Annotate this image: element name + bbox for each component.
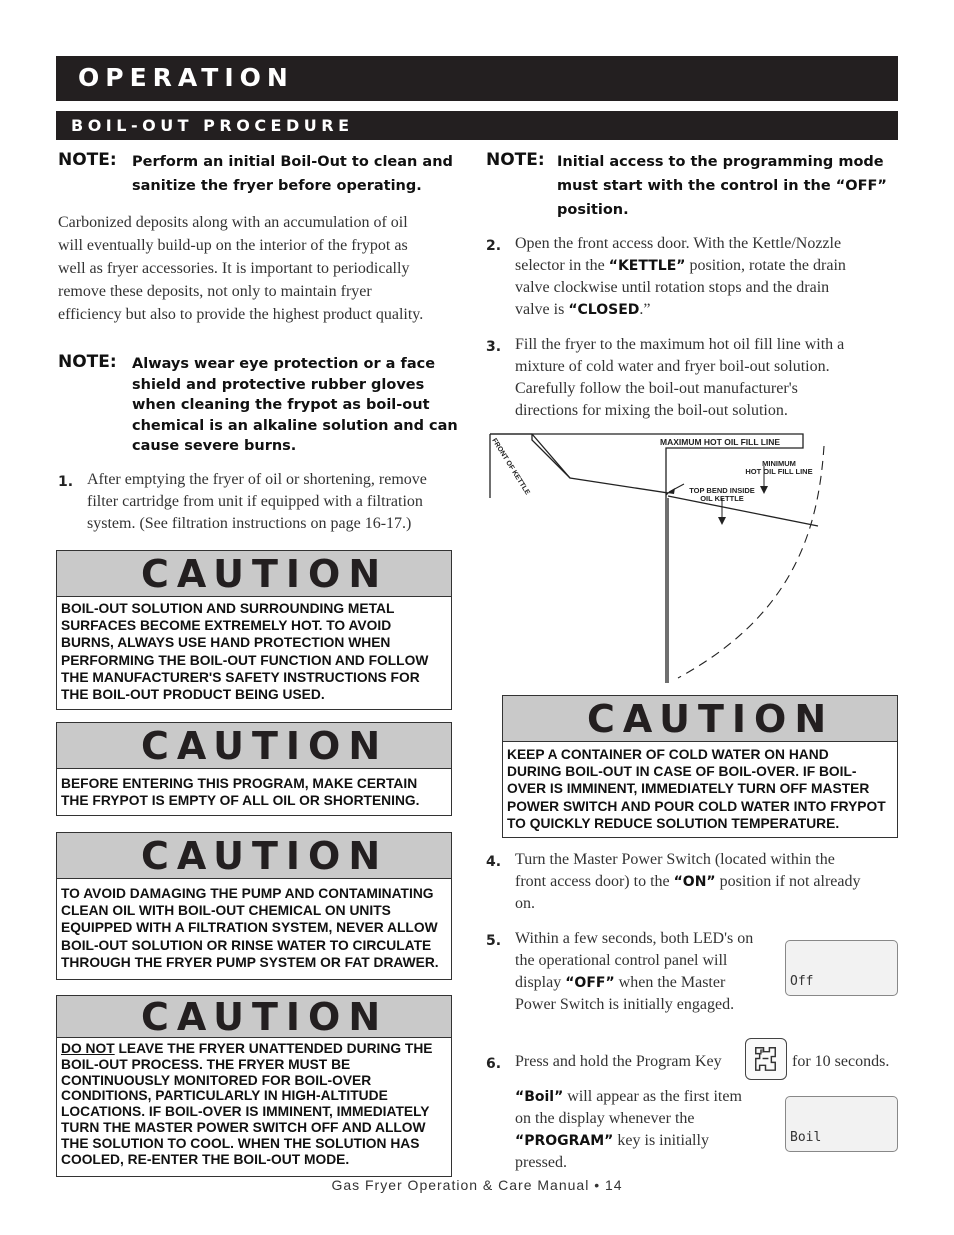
label-front-of-kettle: FRONT OF KETTLE bbox=[490, 437, 531, 497]
note-label: NOTE: bbox=[486, 150, 545, 170]
step-number: 4. bbox=[486, 854, 502, 870]
display-boil-text: Boil bbox=[790, 1130, 822, 1145]
step-number: 6. bbox=[486, 1056, 502, 1072]
note-programming-access bbox=[486, 150, 896, 222]
note-label: NOTE: bbox=[58, 352, 117, 372]
subsection-title: BOIL-OUT PROCEDURE bbox=[71, 116, 354, 135]
caution-text: DO NOT LEAVE THE FRYER UNATTENDED DURING THE BOIL-OUT PROCESS. THE FRYER MUST BE CONTINUOUSLY MONITORED FOR BOIL-OVER CONDITIONS, PARTICULARLY IN HIGH-ALTITUDE LOCATIONS. IF BOIL-OVER IS IMMINENT, IMMEDIATELY TURN THE MASTER POWER SWITCH OFF AND ALLOW THE SOLUTION TO COOL. WHEN THE SOLUTION HAS COOLED, RE-ENTER THE BOIL-OUT MODE. bbox=[61, 1041, 433, 1167]
intro-paragraph: Carbonized deposits along with an accumulation of oil will eventually build-up on the interior of the frypot as well as fryer accessories. It is important to periodically remove these deposits, not only to maintain fryer efficiency but also to provide the highest product quality. bbox=[58, 214, 424, 323]
step-6-continued: “Boil” will appear as the first item on the display whenever the “PROGRAM” key is initially pressed. bbox=[515, 1088, 742, 1171]
display-off bbox=[785, 940, 898, 996]
step-number: 3. bbox=[486, 339, 502, 355]
program-key-icon bbox=[745, 1038, 787, 1080]
caution-box-pump-damage bbox=[56, 832, 452, 980]
display-off-text: Off bbox=[790, 974, 814, 989]
note-label: NOTE: bbox=[58, 150, 117, 170]
svg-text:P: P bbox=[759, 1048, 765, 1057]
caution-box-boil-over bbox=[502, 695, 898, 838]
step-text: After emptying the fryer of oil or shortening, remove filter cartridge from unit if equipped with a filtration system. (See filtration instructions on page 16-17.) bbox=[87, 471, 427, 532]
arrow-head-top-bend bbox=[667, 488, 675, 494]
note-eye-protection bbox=[58, 352, 468, 462]
step-text: Turn the Master Power Switch (located within the front access door) to the “ON” position if not already on. bbox=[515, 851, 861, 912]
arrow-head-min bbox=[760, 486, 768, 494]
kettle-inner-outline bbox=[490, 434, 668, 495]
do-not-emphasis: DO NOT bbox=[61, 1041, 115, 1056]
section-title: OPERATION bbox=[78, 63, 294, 92]
step-text: Within a few seconds, both LED's on the operational control panel will display “OFF” when the Master Power Switch is initially engaged. bbox=[515, 930, 754, 1013]
caution-box-empty-frypot bbox=[56, 722, 452, 816]
label-min-fill-line-2: HOT OIL FILL LINE bbox=[745, 467, 813, 476]
display-boil bbox=[785, 1096, 898, 1152]
label-top-bend-2: OIL KETTLE bbox=[700, 494, 744, 503]
kettle-fill-line-diagram bbox=[488, 428, 833, 683]
caution-text: TO AVOID DAMAGING THE PUMP AND CONTAMINATING CLEAN OIL WITH BOIL-OUT CHEMICAL ON UNITS EQUIPPED WITH A FILTRATION SYSTEM, NEVER ALLOW BOIL-OUT SOLUTION OR RINSE WATER TO CIRCULATE THROUGH THE FRYER PUMP SYSTEM OR FAT DRAWER. bbox=[61, 886, 439, 970]
step-text-duration: for 10 seconds. bbox=[792, 1053, 890, 1070]
section-banner bbox=[56, 56, 898, 101]
caution-header: CAUTION bbox=[57, 723, 451, 769]
note-text: Initial access to the programming mode must start with the control in the “OFF” position. bbox=[557, 154, 887, 218]
note-text: Always wear eye protection or a face shield and protective rubber gloves when cleaning the frypot as boil-out chemical is an alkaline solution and can cause severe burns. bbox=[132, 356, 458, 454]
program-key-icon-glyph bbox=[746, 1039, 785, 1078]
step-text: Open the front access door. With the Kettle/Nozzle selector in the “KETTLE” position, rotate the drain valve clockwise until rotation stops and the drain valve is “CLOSED.” bbox=[515, 235, 846, 318]
step-text: Fill the fryer to the maximum hot oil fill line with a mixture of cold water and fryer boil-out solution. Carefully follow the boil-out manufacturer's directions for mixing the boil-out solution. bbox=[515, 336, 845, 419]
caution-text: BOIL-OUT SOLUTION AND SURROUNDING METAL SURFACES BECOME EXTREMELY HOT. TO AVOID BURNS, ALWAYS USE HAND PROTECTION WHEN PERFORMING THE BOIL-OUT FUNCTION AND FOLLOW THE MANUFACTURER'S SAFETY INSTRUCTIONS FOR THE BOIL-OUT PRODUCT BEING USED. bbox=[61, 601, 429, 703]
step-number: 2. bbox=[486, 238, 502, 254]
label-top-bend-1: TOP BEND INSIDE bbox=[689, 486, 755, 495]
caution-box-unattended bbox=[56, 995, 452, 1177]
caution-header: CAUTION bbox=[503, 696, 897, 742]
step-number: 1. bbox=[58, 474, 74, 490]
step-text-press: Press and hold the Program Key bbox=[515, 1053, 722, 1070]
caution-header: CAUTION bbox=[57, 551, 451, 597]
caution-header: CAUTION bbox=[57, 996, 451, 1038]
step-number: 5. bbox=[486, 933, 502, 949]
arrow-head-bend bbox=[718, 517, 726, 525]
subsection-banner bbox=[56, 111, 898, 140]
caution-box-hot-surfaces bbox=[56, 550, 452, 710]
label-max-fill-line: MAXIMUM HOT OIL FILL LINE bbox=[660, 437, 781, 447]
caution-text: BEFORE ENTERING THIS PROGRAM, MAKE CERTAIN THE FRYPOT IS EMPTY OF ALL OIL OR SHORTENING. bbox=[61, 776, 420, 809]
label-min-fill-line-1: MINIMUM bbox=[762, 459, 796, 468]
max-fill-line-curve bbox=[678, 446, 824, 678]
caution-header: CAUTION bbox=[57, 833, 451, 879]
page-footer: Gas Fryer Operation & Care Manual • 14 bbox=[331, 1177, 623, 1193]
note-initial-boilout bbox=[58, 150, 468, 200]
caution-text: KEEP A CONTAINER OF COLD WATER ON HAND DURING BOIL-OUT IN CASE OF BOIL-OVER. IF BOIL- OVER IS IMMINENT, IMMEDIATELY TURN OFF MASTER POWER SWITCH AND POUR COLD WATER INTO FRYPOT TO QUICKLY REDUCE SOLUTION TEMPERATURE. bbox=[507, 747, 886, 831]
note-text: Perform an initial Boil-Out to clean and sanitize the fryer before operating. bbox=[132, 154, 453, 194]
